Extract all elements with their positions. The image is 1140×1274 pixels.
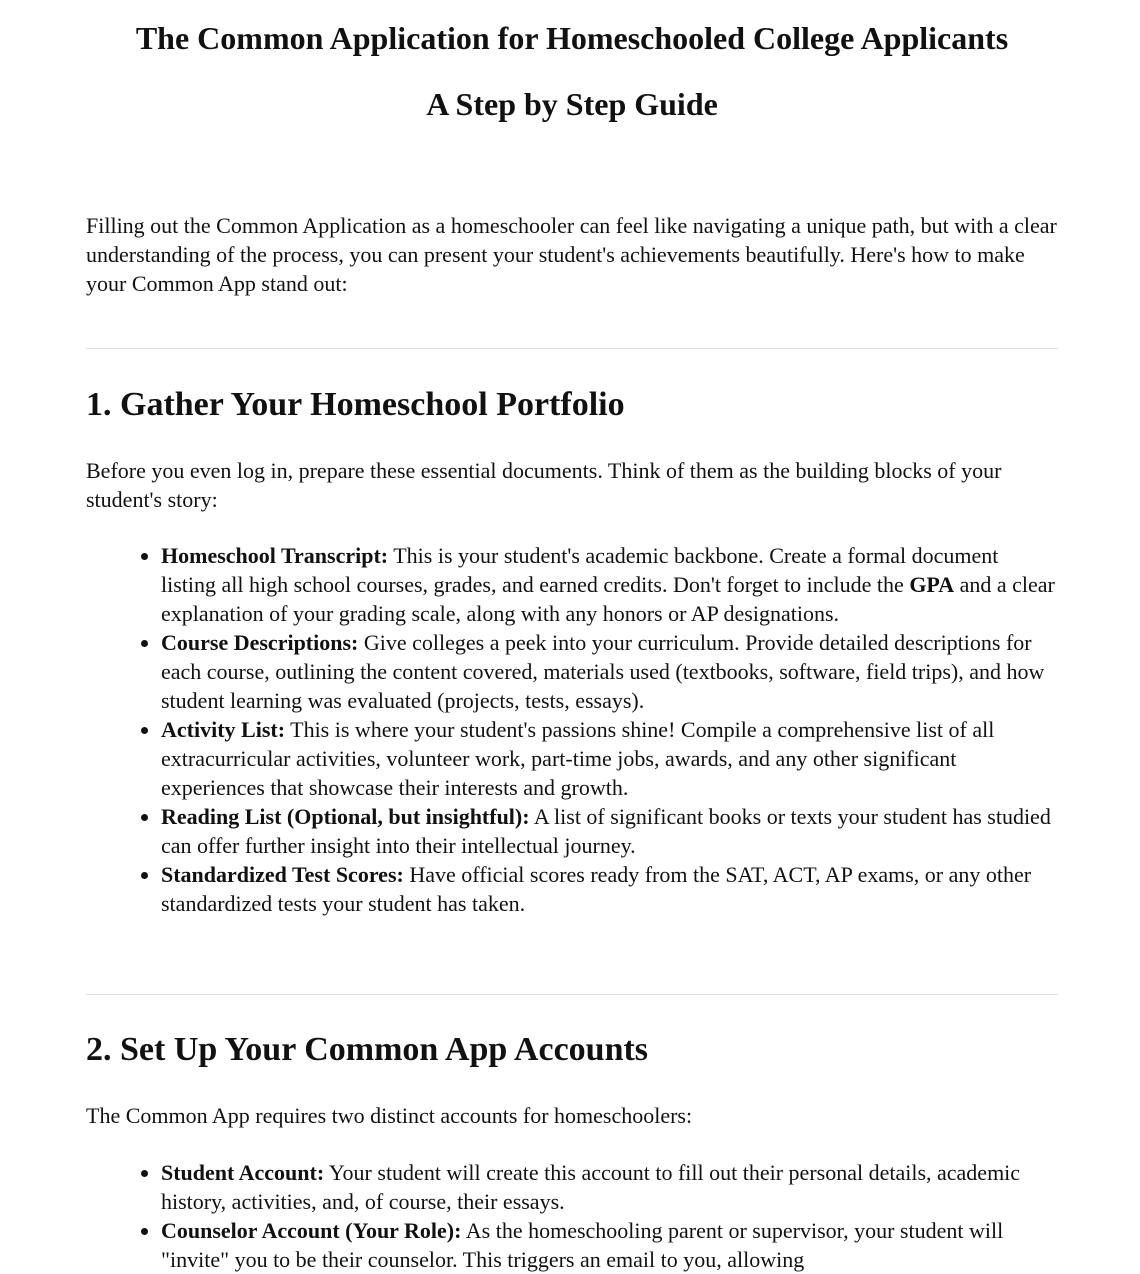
item-text: Give colleges a peek into your curriculum. Provide detailed descriptions for each course, outlining the content covered, materials used (textbooks, software, field trips), and how student learning was evaluated (projects, tests, essays). bbox=[161, 630, 1045, 713]
item-label: Counselor Account (Your Role): bbox=[161, 1218, 462, 1243]
item-text: and a clear explanation of your grading scale, along with any honors or AP designations. bbox=[161, 572, 1055, 626]
section-intro: The Common App requires two distinct accounts for homeschoolers: bbox=[86, 1103, 693, 1128]
item-text: Your student will create this account to fill out their personal details, academic history, activities, and, of course, their essays. bbox=[161, 1160, 1021, 1214]
item-text: Have official scores ready from the SAT, ACT, AP exams, or any other standardized tests your student has taken. bbox=[161, 862, 1032, 916]
accounts-list bbox=[86, 1158, 1058, 1274]
portfolio-list bbox=[86, 541, 1058, 918]
item-text: This is where your student's passions shine! Compile a comprehensive list of all extracurricular activities, volunteer work, part-time jobs, awards, and any other significant experiences that showcase their interests and growth. bbox=[161, 717, 995, 800]
item-bold-text: GPA bbox=[909, 572, 955, 597]
list-item bbox=[161, 860, 1058, 918]
divider bbox=[86, 348, 1058, 349]
item-label: Activity List: bbox=[161, 717, 286, 742]
section-heading: 2. Set Up Your Common App Accounts bbox=[86, 1031, 649, 1068]
document-title: The Common Application for Homeschooled College Applicants bbox=[135, 20, 1009, 56]
list-item bbox=[161, 541, 1058, 628]
list-item bbox=[161, 802, 1058, 860]
divider bbox=[86, 994, 1058, 995]
item-label: Course Descriptions: bbox=[161, 630, 359, 655]
list-item bbox=[161, 715, 1058, 802]
item-text: A list of significant books or texts your student has studied can offer further insight into their intellectual journey. bbox=[161, 804, 1051, 858]
section-intro: Before you even log in, prepare these essential documents. Think of them as the building blocks of your student's story: bbox=[86, 458, 1002, 512]
list-item bbox=[161, 628, 1058, 715]
document-subtitle: A Step by Step Guide bbox=[426, 86, 718, 122]
item-label: Standardized Test Scores: bbox=[161, 862, 404, 887]
item-text: This is your student's academic backbone. Create a formal document listing all high school courses, grades, and earned credits. Don't forget to include the bbox=[161, 543, 999, 597]
section-heading: 1. Gather Your Homeschool Portfolio bbox=[86, 386, 625, 423]
intro-paragraph: Filling out the Common Application as a homeschooler can feel like navigating a unique path, but with a clear understanding of the process, you can present your student's achievements beautifully. Here's how to make your Common App stand out: bbox=[86, 213, 1057, 296]
list-item bbox=[161, 1216, 1058, 1274]
list-item bbox=[161, 1158, 1058, 1216]
item-label: Reading List (Optional, but insightful): bbox=[161, 804, 530, 829]
item-label: Homeschool Transcript: bbox=[161, 543, 389, 568]
item-label: Student Account: bbox=[161, 1160, 325, 1185]
item-text: As the homeschooling parent or supervisor, your student will "invite" you to be their counselor. This triggers an email to you, allowing bbox=[161, 1218, 1004, 1272]
